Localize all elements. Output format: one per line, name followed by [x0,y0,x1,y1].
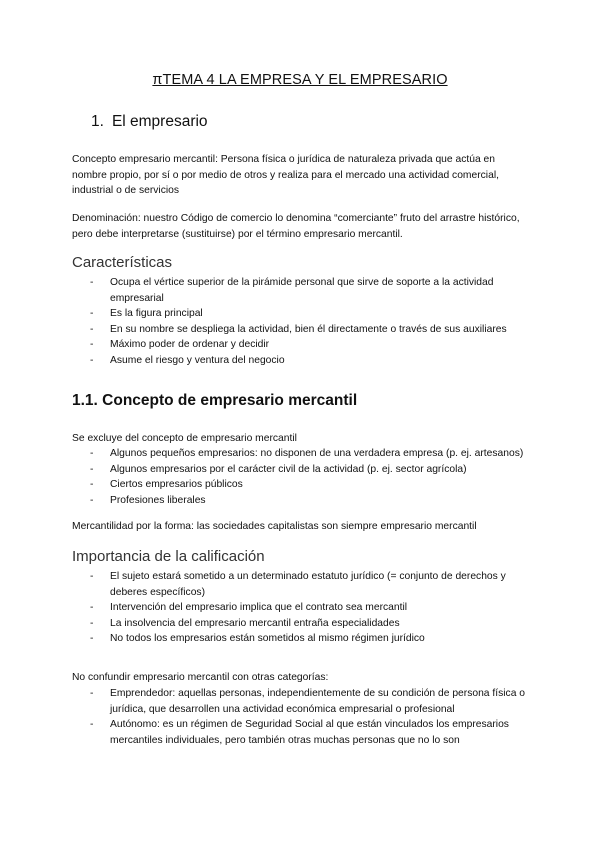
section-1-1-heading: 1.1. Concepto de empresario mercantil [72,392,358,409]
dash-bullet: - [90,479,94,490]
list-item-text: Ciertos empresarios públicos [110,479,243,490]
list-item [72,600,532,616]
dash-bullet: - [90,323,94,335]
list-item-text: Autónomo: es un régimen de Seguridad Social al que están vinculados los empresarios mercantiles individuales, pero también otras muchas personas que no lo son [110,719,509,746]
denominacion-paragraph: Denominación: nuestro Código de comercio lo denomina “comerciante” fruto del arrastre histórico, pero debe interpretarse (sustituirse) por el término empresario mercantil. [72,213,520,240]
list-item [72,477,532,493]
list-item-text: Algunos pequeños empresarios: no disponen de una verdadera empresa (p. ej. artesanos) [110,448,524,459]
list-item [72,686,532,717]
dash-bullet: - [90,719,94,730]
dash-bullet: - [90,688,94,699]
list-item [72,306,532,322]
dash-bullet: - [90,339,94,350]
list-item [72,446,532,462]
noconfundir-intro: No confundir empresario mercantil con otras categorías: [72,672,329,683]
list-item [72,493,532,509]
list-item-text: Es la figura principal [110,308,203,319]
list-item-text: Intervención del empresario implica que el contrato sea mercantil [110,602,408,613]
dash-bullet: - [90,463,94,475]
list-item [72,337,532,353]
dash-bullet: - [90,633,94,644]
list-item-text: En su nombre se despliega la actividad, bien él directamente o través de sus auxiliares [110,323,507,335]
list-item-text: Máximo poder de ordenar y decidir [110,339,270,350]
list-item [72,569,532,600]
dash-bullet: - [90,277,94,288]
dash-bullet: - [90,617,94,629]
list-item-text: El sujeto estará sometido a un determinado estatuto jurídico (= conjunto de derechos y deberes específicos) [110,571,506,598]
list-item [72,275,532,306]
list-item [72,631,532,647]
importancia-list [72,569,532,647]
list-item-text: Algunos empresarios por el carácter civil de la actividad (p. ej. sector agrícola) [110,463,467,475]
mercantilidad-paragraph: Mercantilidad por la forma: las sociedades capitalistas son siempre empresario mercantil [72,521,477,532]
section-1-heading [91,113,208,131]
concepto-paragraph: Concepto empresario mercantil: Persona física o jurídica de naturaleza privada que actúa en nombre propio, por sí o por medio de otros y realiza para el mercado una actividad comercial, industrial o de servicios [72,154,499,196]
excluye-list [72,446,532,508]
importancia-heading: Importancia de la calificación [72,548,265,565]
document-title: πTEMA 4 LA EMPRESA Y EL EMPRESARIO [152,72,448,88]
section-1-title: El empresario [111,113,208,130]
list-item-text: La insolvencia del empresario mercantil entraña especialidades [110,617,400,629]
list-item [72,322,532,338]
list-item [72,616,532,632]
section-1-number: 1. [91,113,104,130]
noconfundir-list [72,686,532,748]
dash-bullet: - [90,602,94,613]
list-item [72,462,532,478]
dash-bullet: - [90,571,94,582]
caracteristicas-list [72,275,532,368]
list-item-text: Emprendedor: aquellas personas, independientemente de su condición de persona física o jurídica, que desarrollen una actividad económica empresarial o profesional [110,688,526,715]
dash-bullet: - [90,354,94,366]
list-item [72,353,532,369]
list-item-text: No todos los empresarios están sometidos al mismo régimen jurídico [110,633,425,644]
list-item-text: Asume el riesgo y ventura del negocio [110,354,285,366]
list-item-text: Profesiones liberales [110,494,206,506]
excluye-intro: Se excluye del concepto de empresario mercantil [72,433,297,444]
dash-bullet: - [90,308,94,319]
dash-bullet: - [90,494,94,506]
dash-bullet: - [90,448,94,459]
list-item-text: Ocupa el vértice superior de la pirámide personal que sirve de soporte a la actividad empresarial [110,277,494,304]
caracteristicas-heading: Características [72,254,173,271]
list-item [72,717,532,748]
